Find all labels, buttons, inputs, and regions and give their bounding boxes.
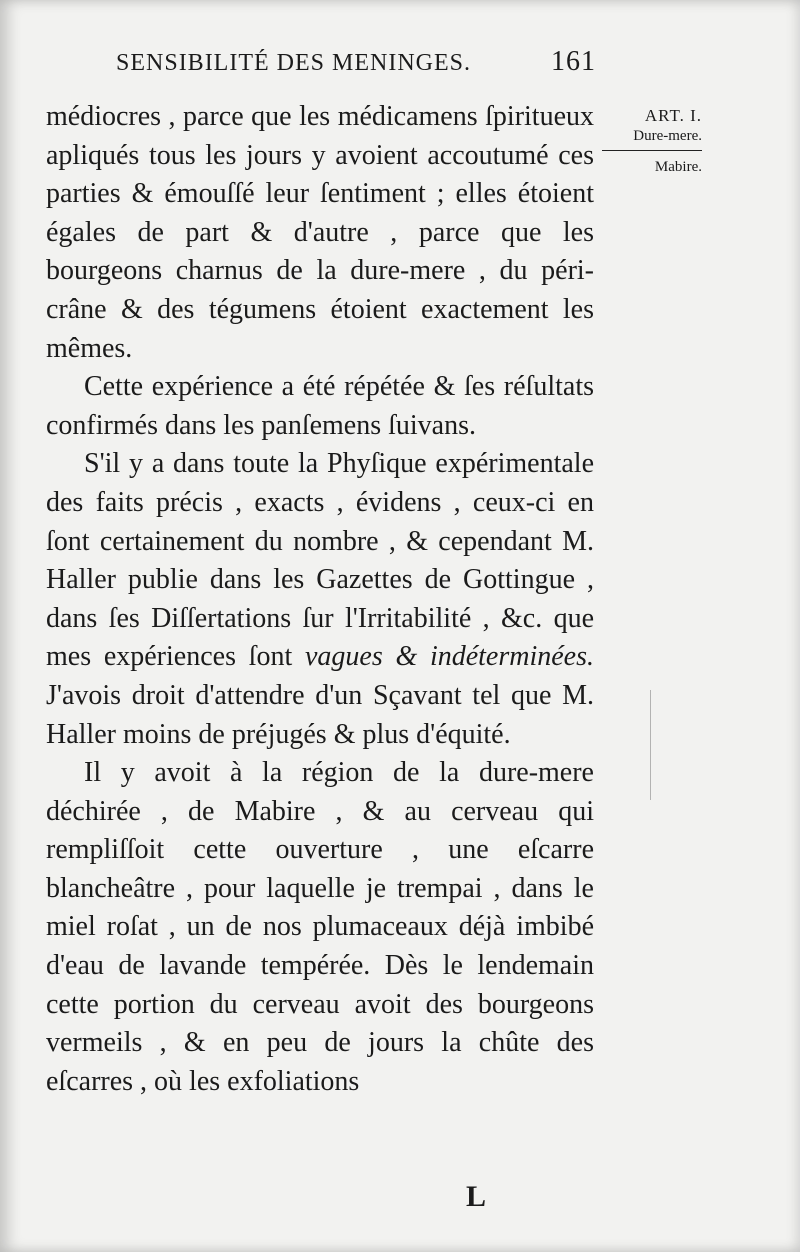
- paragraph-3-part-2: J'avois droit d'attendre d'un Sçavant tel que M. Haller moins de préjugés & plus d'équité.: [46, 679, 594, 750]
- paragraph-3-italic: vagues & indéterminées.: [304, 641, 594, 673]
- paragraph-2: Cette expérience a été répétée & ſes réſultats confirmés dans les panſemens ſuivans.: [46, 371, 594, 441]
- running-title: SENSIBILITÉ DES MENINGES.: [116, 50, 471, 76]
- signature-mark: L: [466, 1180, 487, 1213]
- paragraph-3-part-1: S'il y a dans toute la Phyſique expérimentale des faits précis , exacts , évidens , ceux-ci en ſont certainement du nombre , & cependant M. Haller publie dans les Gazettes de Gottingue , dans ſes Diſſertations ſur l'Irritabilité , &c. que mes expériences ſont: [46, 448, 594, 673]
- margin-name: Mabire.: [654, 159, 702, 175]
- margin-rule: [602, 150, 702, 151]
- margin-topic: Dure-mere.: [633, 128, 702, 144]
- margin-article: ART. I.: [644, 106, 702, 125]
- paragraph-3: [46, 445, 594, 754]
- margin-bracket-mark: [650, 690, 654, 800]
- running-header: [116, 46, 596, 86]
- page-number: 161: [551, 46, 596, 77]
- paragraph-1: médiocres , parce que les médicamens ſpiritueux apliqués tous les jours y avoient accoutumé ces parties & émouſſé leur ſentiment ; elles étoient égales de part & d'autre , parce que les bourgeons charnus de la dure-mere , du péri-crâne & des tégumens étoient exactement les mêmes.: [46, 101, 594, 364]
- body-text: [46, 98, 594, 1101]
- paragraph-4: Il y avoit à la région de la dure-mere déchirée , de Mabire , & au cerveau qui rempliſſoit cette ouverture , une eſcarre blancheâtre , pour laquelle je trempai , dans le miel roſat , un de nos plumaceaux déjà imbibé d'eau de lavande tempérée. Dès le lendemain cette portion du cerveau avoit des bourgeons vermeils , & en peu de jours la chûte des eſcarres , où les exfoliations: [46, 757, 594, 1097]
- margin-note: [602, 106, 702, 177]
